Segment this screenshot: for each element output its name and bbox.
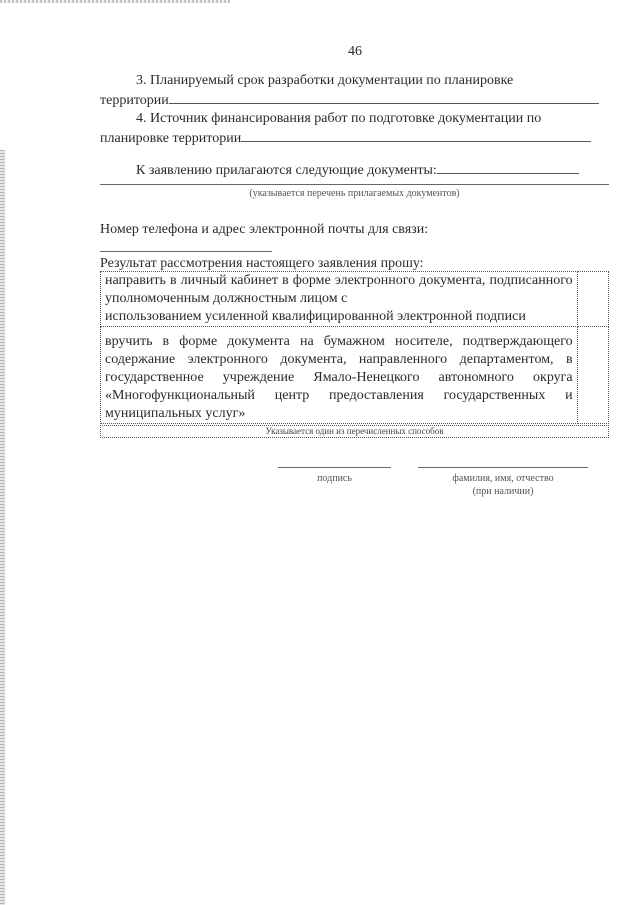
contact-label: Номер телефона и адрес электронной почты для связи:	[100, 222, 429, 237]
item-3-continuation	[100, 90, 609, 110]
signature-caption: подпись	[317, 473, 352, 484]
item-4-continuation	[100, 128, 609, 148]
result-option-row	[101, 327, 609, 424]
full-name-caption-line2: (при наличии)	[472, 486, 534, 497]
signature-line[interactable]	[278, 467, 391, 468]
full-name-line[interactable]	[418, 467, 588, 468]
scan-top-edge	[0, 0, 230, 3]
result-option-2	[101, 327, 578, 424]
item-4	[100, 110, 609, 128]
option-2-text: вручить в форме документа на бумажном носителе, подтверждающего содержание электронного документа, направленного департаментом, в государственное учреждение Ямало-Ненецкого автономного округа «Многофункциональный центр предоставления государственных и муниципальных услуг»	[105, 334, 573, 421]
attachments-fill-line[interactable]	[437, 160, 579, 174]
scan-left-edge	[0, 150, 5, 905]
option-2-checkbox[interactable]	[577, 327, 608, 424]
attachments-rule[interactable]	[100, 184, 609, 185]
item-4-cont-label: планировке территории	[100, 131, 242, 146]
item-3-text: 3. Планируемый срок разработки документации по планировке	[136, 73, 514, 88]
result-option-row	[101, 272, 609, 327]
item-4-text: 4. Источник финансирования работ по подготовке документации по	[136, 111, 542, 126]
option-1-last-line: использованием усиленной квалифицированной электронной подписи	[105, 309, 526, 324]
item-3	[100, 72, 609, 90]
result-label: Результат рассмотрения настоящего заявления прошу:	[100, 256, 424, 271]
attachments-caption: (указывается перечень прилагаемых документов)	[249, 188, 460, 199]
item-3-cont-label: территории	[100, 93, 169, 108]
option-1-text: направить в личный кабинет в форме электронного документа, подписанного уполномоченным должностным лицом с	[105, 273, 573, 306]
result-option-1	[101, 272, 578, 327]
item-3-fill-line[interactable]	[169, 90, 599, 104]
full-name-caption-line1: фамилия, имя, отчество	[452, 473, 554, 484]
attachments-block	[100, 160, 609, 180]
result-options-table	[100, 271, 609, 424]
result-note: Указывается один из перечисленных способов	[100, 425, 609, 438]
contact-fill-line[interactable]	[100, 251, 272, 252]
page-number: 46	[348, 44, 362, 59]
item-4-fill-line[interactable]	[241, 128, 591, 142]
attachments-label: К заявлению прилагаются следующие документы:	[136, 163, 437, 178]
option-1-checkbox[interactable]	[577, 272, 608, 327]
full-name-caption	[418, 472, 588, 498]
